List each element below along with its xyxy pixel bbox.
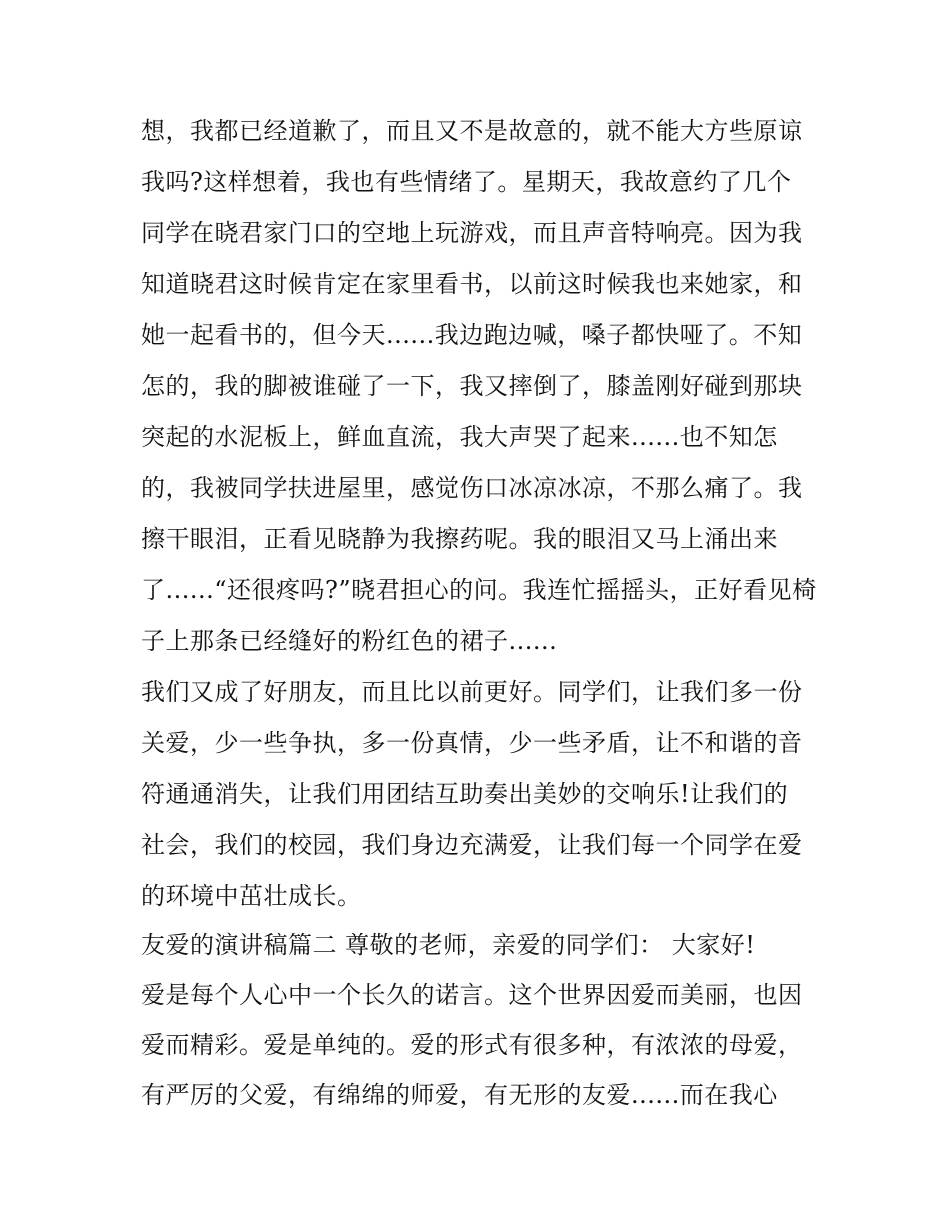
text-line: 符通通消失，让我们用团结互助奏出美妙的交响乐!让我们的	[141, 780, 789, 808]
text-line: 关爱，少一些争执，多一份真情，少一些矛盾，让不和谐的音	[141, 729, 803, 757]
text-line: 子上那条已经缝好的粉红色的裙子......	[141, 627, 558, 655]
text-line: 怎的，我的脚被谁碰了一下，我又摔倒了，膝盖刚好碰到那块	[141, 372, 803, 400]
text-line: 的，我被同学扶进屋里，感觉伤口冰凉冰凉，不那么痛了。我	[141, 474, 803, 502]
text-line: 爱而精彩。爱是单纯的。爱的形式有很多种，有浓浓的母爱，	[141, 1031, 803, 1059]
text-line: 擦干眼泪，正看见晓静为我擦药呢。我的眼泪又马上涌出来	[141, 525, 778, 553]
text-line: 爱是每个人心中一个长久的诺言。这个世界因爱而美丽，也因	[141, 981, 803, 1009]
text-line: 我吗?这样想着，我也有些情绪了。星期天，我故意约了几个	[141, 168, 792, 196]
text-line: 知道晓君这时候肯定在家里看书，以前这时候我也来她家，和	[141, 270, 803, 298]
section-heading: 友爱的演讲稿篇二 尊敬的老师，亲爱的同学们： 大家好!	[141, 931, 756, 959]
text-line: 同学在晓君家门口的空地上玩游戏，而且声音特响亮。因为我	[141, 219, 803, 247]
text-line: 想，我都已经道歉了，而且又不是故意的，就不能大方些原谅	[141, 117, 803, 145]
text-line: 社会，我们的校园，我们身边充满爱，让我们每一个同学在爱	[141, 831, 803, 859]
text-line: 了......“还很疼吗?”晓君担心的问。我连忙摇摇头，正好看见椅	[141, 576, 817, 604]
text-line: 突起的水泥板上，鲜血直流，我大声哭了起来......也不知怎	[141, 423, 778, 451]
text-line: 的环境中茁壮成长。	[141, 882, 362, 910]
text-line: 有严厉的父爱，有绵绵的师爱，有无形的友爱......而在我心	[141, 1081, 778, 1109]
text-line: 我们又成了好朋友，而且比以前更好。同学们，让我们多一份	[141, 678, 803, 706]
text-line: 她一起看书的，但今天......我边跑边喊，嗓子都快哑了。不知	[141, 321, 803, 349]
